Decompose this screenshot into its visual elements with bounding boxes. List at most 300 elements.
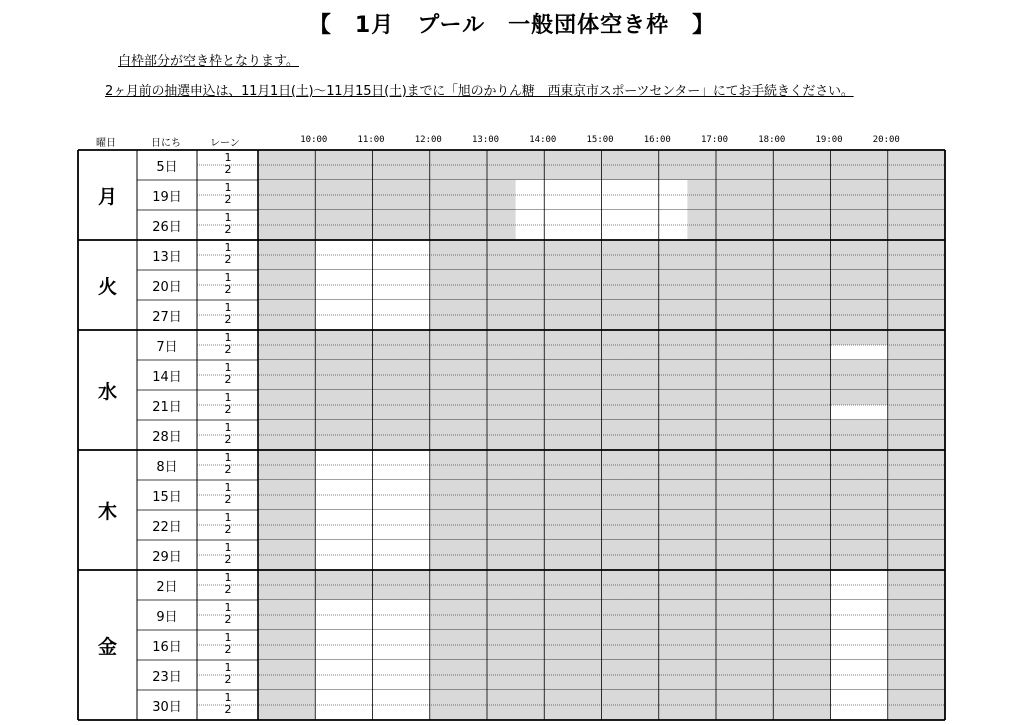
booked-slot [802,450,831,465]
booked-slot [573,285,602,300]
booked-slot [831,225,860,240]
booked-slot [573,540,602,555]
time-label: 18:00 [758,135,786,145]
available-slot [315,555,344,570]
booked-slot [916,390,945,405]
booked-slot [888,210,917,225]
available-slot [630,225,659,240]
booked-slot [630,240,659,255]
booked-slot [458,420,487,435]
booked-slot [430,480,459,495]
booked-slot [458,285,487,300]
booked-slot [745,390,774,405]
booked-slot [516,465,545,480]
booked-slot [315,360,344,375]
booked-slot [659,585,688,600]
booked-slot [487,525,516,540]
booked-slot [802,165,831,180]
booked-slot [573,270,602,285]
booked-slot [602,375,631,390]
booked-slot [745,555,774,570]
available-slot [344,495,373,510]
booked-slot [716,435,745,450]
date-label: 13日 [152,249,182,265]
booked-slot [888,600,917,615]
booked-slot [687,465,716,480]
booked-slot [630,480,659,495]
booked-slot [487,180,516,195]
booked-slot [487,300,516,315]
available-slot [344,510,373,525]
booked-slot [687,435,716,450]
booked-slot [373,435,402,450]
booked-slot [258,270,287,285]
booked-slot [745,675,774,690]
booked-slot [516,315,545,330]
booked-slot [687,330,716,345]
lane-number: 2 [224,463,232,476]
booked-slot [888,420,917,435]
available-slot [831,405,860,420]
booked-slot [916,660,945,675]
booked-slot [430,510,459,525]
booked-slot [888,480,917,495]
date-label: 14日 [152,369,182,385]
booked-slot [401,360,430,375]
booked-slot [659,480,688,495]
booked-slot [315,375,344,390]
available-slot [315,300,344,315]
available-slot [315,600,344,615]
available-slot [401,240,430,255]
booked-slot [516,330,545,345]
booked-slot [687,225,716,240]
booked-slot [458,645,487,660]
booked-slot [716,420,745,435]
booked-slot [573,360,602,375]
lane-number: 1 [224,481,232,494]
booked-slot [344,225,373,240]
booked-slot [315,180,344,195]
booked-slot [430,405,459,420]
booked-slot [831,255,860,270]
booked-slot [487,420,516,435]
booked-slot [687,390,716,405]
booked-slot [630,285,659,300]
booked-slot [573,660,602,675]
booked-slot [573,705,602,720]
booked-slot [802,375,831,390]
booked-slot [458,270,487,285]
booked-slot [630,495,659,510]
booked-slot [831,300,860,315]
lane-number: 1 [224,601,232,614]
booked-slot [344,585,373,600]
booked-slot [430,645,459,660]
available-slot [859,690,888,705]
booked-slot [831,240,860,255]
available-slot [544,210,573,225]
booked-slot [602,480,631,495]
available-slot [859,345,888,360]
booked-slot [430,660,459,675]
booked-slot [916,420,945,435]
booked-slot [630,525,659,540]
booked-slot [602,525,631,540]
available-slot [373,525,402,540]
date-column-header: 日にち [151,138,181,149]
booked-slot [745,360,774,375]
booked-slot [373,585,402,600]
booked-slot [630,675,659,690]
booked-slot [659,390,688,405]
booked-slot [916,480,945,495]
booked-slot [773,330,802,345]
booked-slot [630,630,659,645]
booked-slot [773,255,802,270]
booked-slot [544,270,573,285]
available-slot [373,510,402,525]
booked-slot [916,495,945,510]
booked-slot [716,210,745,225]
booked-slot [516,240,545,255]
lane-column-header: レーン [210,138,240,149]
booked-slot [888,645,917,660]
booked-slot [716,630,745,645]
booked-slot [716,195,745,210]
booked-slot [344,180,373,195]
booked-slot [859,465,888,480]
available-slot [373,270,402,285]
booked-slot [773,180,802,195]
booked-slot [516,435,545,450]
booked-slot [430,270,459,285]
booked-slot [630,420,659,435]
weekday-label: 木 [97,500,117,523]
available-slot [859,600,888,615]
booked-slot [831,210,860,225]
booked-slot [544,150,573,165]
booked-slot [888,390,917,405]
booked-slot [287,225,316,240]
booked-slot [745,225,774,240]
available-slot [859,585,888,600]
booked-slot [659,705,688,720]
booked-slot [888,495,917,510]
booked-slot [659,570,688,585]
booked-slot [287,600,316,615]
booked-slot [716,315,745,330]
booked-slot [258,240,287,255]
booked-slot [659,420,688,435]
booked-slot [888,375,917,390]
booked-slot [716,360,745,375]
booked-slot [430,525,459,540]
booked-slot [258,405,287,420]
booked-slot [773,645,802,660]
available-slot [315,660,344,675]
lane-number: 2 [224,343,232,356]
booked-slot [487,540,516,555]
booked-slot [458,570,487,585]
booked-slot [916,375,945,390]
booked-slot [430,240,459,255]
booked-slot [602,285,631,300]
booked-slot [802,345,831,360]
booked-slot [888,150,917,165]
booked-slot [773,480,802,495]
available-slot [344,240,373,255]
booked-slot [659,690,688,705]
booked-slot [802,390,831,405]
available-slot [401,690,430,705]
booked-slot [888,450,917,465]
booked-slot [373,150,402,165]
booked-slot [745,345,774,360]
booked-slot [544,645,573,660]
booked-slot [687,405,716,420]
booked-slot [716,390,745,405]
booked-slot [258,570,287,585]
booked-slot [888,540,917,555]
booked-slot [687,420,716,435]
booked-slot [888,675,917,690]
booked-slot [687,690,716,705]
lane-number: 2 [224,163,232,176]
booked-slot [859,255,888,270]
booked-slot [802,465,831,480]
booked-slot [544,255,573,270]
booked-slot [859,555,888,570]
booked-slot [630,390,659,405]
weekday-label: 水 [97,380,117,403]
booked-slot [344,435,373,450]
booked-slot [745,450,774,465]
booked-slot [773,570,802,585]
booked-slot [773,525,802,540]
available-slot [859,615,888,630]
booked-slot [859,180,888,195]
available-slot [516,210,545,225]
booked-slot [602,330,631,345]
available-slot [831,615,860,630]
booked-slot [802,225,831,240]
booked-slot [916,690,945,705]
booked-slot [659,660,688,675]
booked-slot [745,180,774,195]
booked-slot [716,150,745,165]
booked-slot [916,540,945,555]
booked-slot [630,165,659,180]
booked-slot [516,450,545,465]
booked-slot [745,150,774,165]
booked-slot [315,165,344,180]
booked-slot [544,540,573,555]
booked-slot [802,630,831,645]
available-slot [373,465,402,480]
booked-slot [916,225,945,240]
booked-slot [373,195,402,210]
booked-slot [773,540,802,555]
available-slot [344,615,373,630]
booked-slot [859,510,888,525]
booked-slot [258,645,287,660]
lane-number: 1 [224,691,232,704]
booked-slot [401,585,430,600]
booked-slot [573,315,602,330]
booked-slot [401,210,430,225]
booked-slot [773,405,802,420]
booked-slot [315,435,344,450]
booked-slot [573,570,602,585]
booked-slot [916,705,945,720]
booked-slot [487,360,516,375]
booked-slot [659,405,688,420]
lane-number: 1 [224,391,232,404]
booked-slot [687,570,716,585]
booked-slot [916,330,945,345]
booked-slot [344,210,373,225]
weekday-label: 金 [97,635,117,658]
available-slot [315,690,344,705]
date-label: 28日 [152,429,182,445]
booked-slot [487,660,516,675]
available-slot [516,180,545,195]
booked-slot [287,255,316,270]
time-label: 19:00 [815,135,843,145]
booked-slot [602,705,631,720]
booked-slot [687,315,716,330]
lane-number: 2 [224,553,232,566]
lane-number: 2 [224,193,232,206]
booked-slot [687,240,716,255]
booked-slot [344,375,373,390]
booked-slot [258,600,287,615]
lane-number: 2 [224,373,232,386]
booked-slot [516,360,545,375]
available-slot [373,495,402,510]
booked-slot [430,420,459,435]
time-label: 11:00 [357,135,385,145]
booked-slot [916,345,945,360]
booked-slot [602,240,631,255]
booked-slot [315,345,344,360]
lane-number: 2 [224,613,232,626]
booked-slot [659,540,688,555]
available-slot [373,630,402,645]
booked-slot [687,255,716,270]
booked-slot [258,195,287,210]
booked-slot [544,600,573,615]
booked-slot [802,150,831,165]
booked-slot [287,375,316,390]
booked-slot [258,255,287,270]
available-slot [344,600,373,615]
booked-slot [831,270,860,285]
booked-slot [916,240,945,255]
booked-slot [916,600,945,615]
available-slot [344,675,373,690]
booked-slot [773,420,802,435]
booked-slot [888,360,917,375]
booked-slot [630,660,659,675]
booked-slot [458,585,487,600]
booked-slot [916,180,945,195]
booked-slot [659,165,688,180]
booked-slot [802,360,831,375]
booked-slot [373,420,402,435]
booked-slot [430,615,459,630]
booked-slot [315,150,344,165]
time-label: 14:00 [529,135,557,145]
booked-slot [916,570,945,585]
booked-slot [287,525,316,540]
booked-slot [258,375,287,390]
booked-slot [287,480,316,495]
booked-slot [573,465,602,480]
available-slot [373,645,402,660]
booked-slot [802,270,831,285]
available-slot [859,405,888,420]
booked-slot [430,210,459,225]
booked-slot [745,495,774,510]
booked-slot [687,555,716,570]
available-slot [315,510,344,525]
available-slot [831,705,860,720]
lane-number: 1 [224,181,232,194]
booked-slot [544,705,573,720]
booked-slot [659,555,688,570]
lane-number: 2 [224,673,232,686]
booked-slot [315,390,344,405]
available-slot [315,465,344,480]
booked-slot [745,435,774,450]
booked-slot [573,615,602,630]
booked-slot [544,360,573,375]
available-slot [401,705,430,720]
available-slot [401,285,430,300]
available-slot [373,615,402,630]
booked-slot [258,330,287,345]
booked-slot [458,495,487,510]
booked-slot [802,510,831,525]
available-slot [630,210,659,225]
booked-slot [802,210,831,225]
booked-slot [602,540,631,555]
booked-slot [831,465,860,480]
booked-slot [659,630,688,645]
available-slot [401,510,430,525]
booked-slot [602,420,631,435]
booked-slot [544,585,573,600]
booked-slot [458,525,487,540]
booked-slot [716,690,745,705]
booked-slot [916,285,945,300]
booked-slot [859,300,888,315]
booked-slot [687,615,716,630]
booked-slot [544,465,573,480]
booked-slot [573,435,602,450]
booked-slot [831,315,860,330]
booked-slot [487,315,516,330]
booked-slot [773,705,802,720]
booked-slot [745,660,774,675]
booked-slot [602,345,631,360]
available-slot [315,315,344,330]
booked-slot [859,165,888,180]
booked-slot [487,150,516,165]
booked-slot [802,660,831,675]
